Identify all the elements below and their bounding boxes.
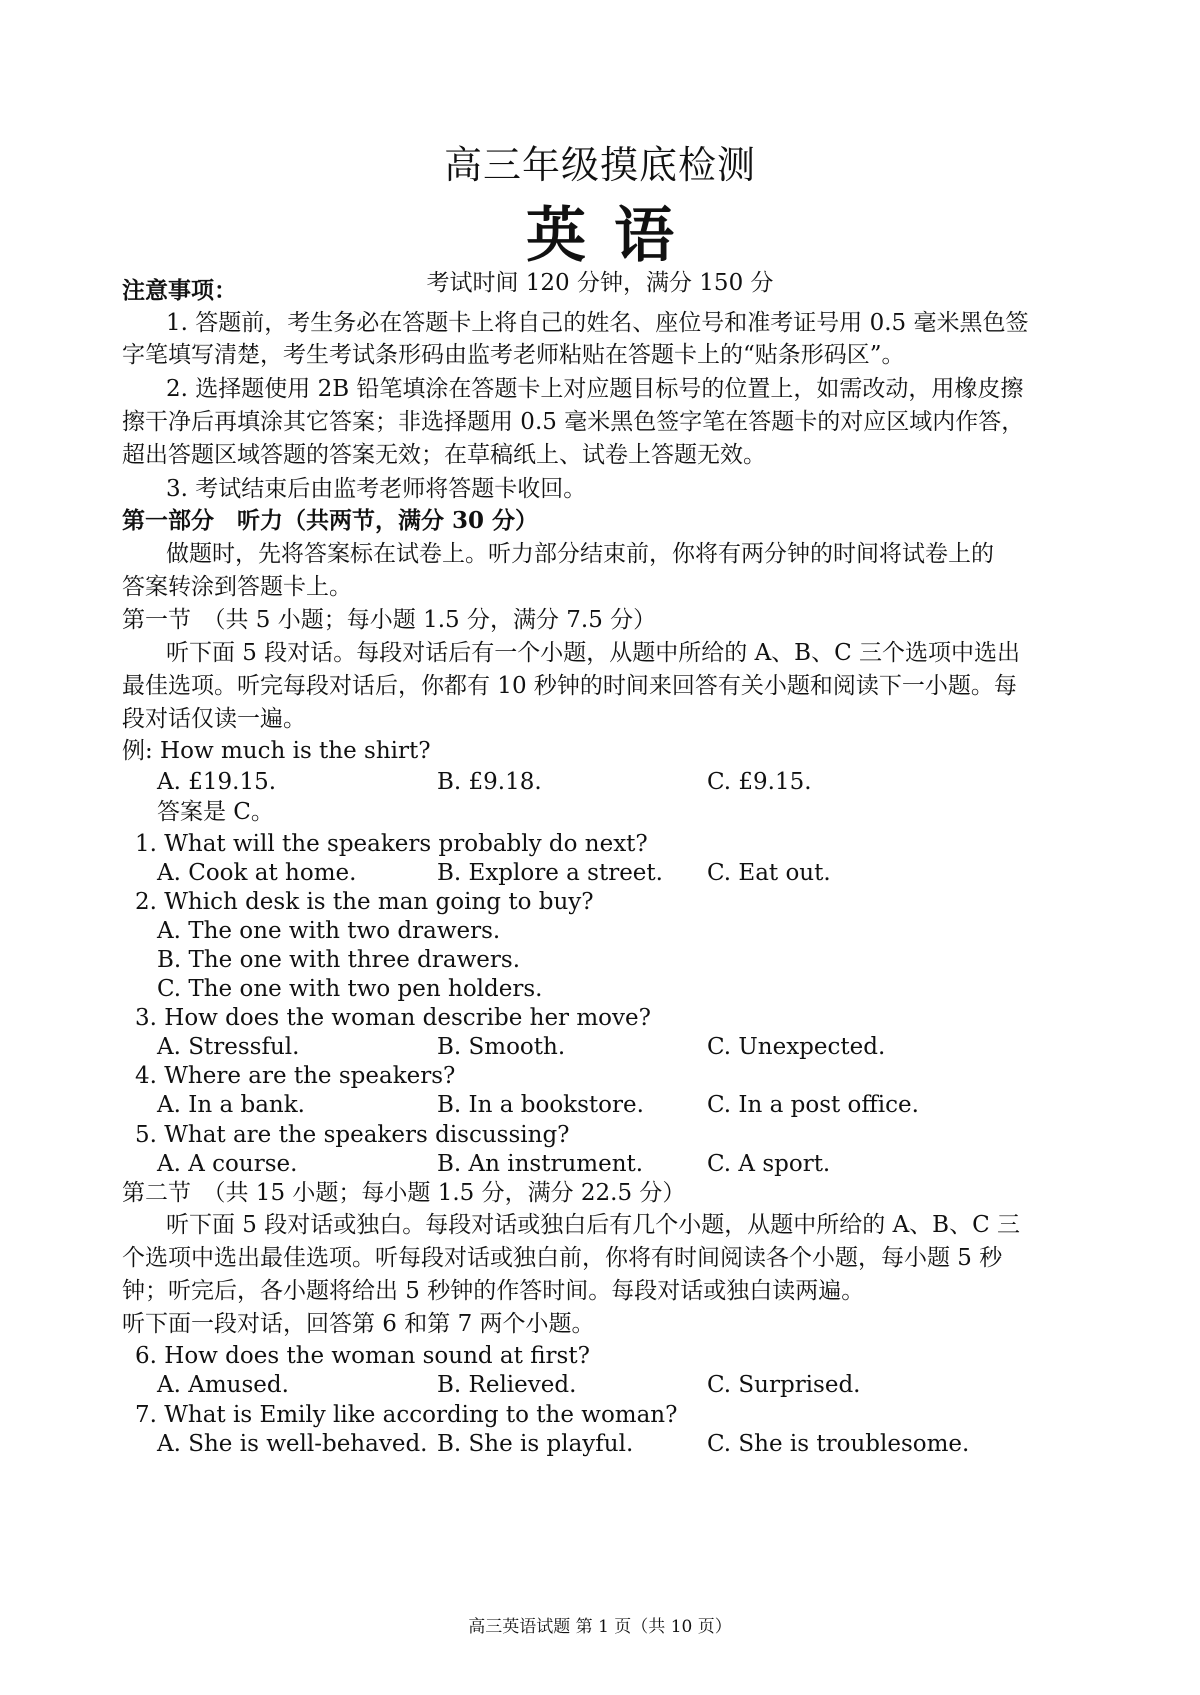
q4-option-a: A. In a bank. <box>157 1092 305 1118</box>
page-footer: 高三英语试题 第 1 页（共 10 页） <box>468 1617 732 1637</box>
q6-option-c: C. Surprised. <box>707 1372 861 1398</box>
q6-option-b: B. Relieved. <box>437 1372 577 1398</box>
subject-title: 英语 <box>526 201 702 271</box>
example-option-b: B. £9.18. <box>437 769 542 795</box>
q3-option-a: A. Stressful. <box>157 1034 300 1060</box>
section1-intro-line: 最佳选项。听完每段对话后，你都有 10 秒钟的时间来回答有关小题和阅读下一小题。每 <box>122 673 1017 699</box>
exam-time-info: 考试时间 120 分钟，满分 150 分 <box>426 270 774 296</box>
question-1: 1. What will the speakers probably do next? <box>135 831 648 857</box>
example-answer: 答案是 C。 <box>157 799 274 825</box>
notice-line: 擦干净后再填涂其它答案；非选择题用 0.5 毫米黑色签字笔在答题卡的对应区域内作答， <box>122 409 1025 435</box>
notice-line: 1. 答题前，考生务必在答题卡上将自己的姓名、座位号和准考证号用 0.5 毫米黑色签 <box>166 310 1029 336</box>
part1-intro-line: 做题时，先将答案标在试卷上。听力部分结束前，你将有两分钟的时间将试卷上的 <box>166 541 994 567</box>
section2-intro-line: 个选项中选出最佳选项。听每段对话或独白前，你将有时间阅读各个小题，每小题 5 秒 <box>122 1245 1003 1271</box>
q1-option-a: A. Cook at home. <box>157 860 357 886</box>
q3-option-b: B. Smooth. <box>437 1034 566 1060</box>
question-7: 7. What is Emily like according to the woman? <box>135 1402 678 1428</box>
question-5: 5. What are the speakers discussing? <box>135 1122 570 1148</box>
notice-line: 3. 考试结束后由监考老师将答题卡收回。 <box>166 476 587 502</box>
q5-option-b: B. An instrument. <box>437 1151 644 1177</box>
section1-heading: 第一节 （共 5 小题；每小题 1.5 分，满分 7.5 分） <box>122 607 657 633</box>
dialog-intro: 听下面一段对话，回答第 6 和第 7 两个小题。 <box>122 1311 595 1337</box>
notice-line: 超出答题区域答题的答案无效；在草稿纸上、试卷上答题无效。 <box>122 442 766 468</box>
notice-line: 2. 选择题使用 2B 铅笔填涂在答题卡上对应题目标号的位置上，如需改动，用橡皮擦 <box>166 376 1024 402</box>
question-3: 3. How does the woman describe her move? <box>135 1005 651 1031</box>
q1-option-c: C. Eat out. <box>707 860 831 886</box>
question-6: 6. How does the woman sound at first? <box>135 1343 590 1369</box>
question-2: 2. Which desk is the man going to buy? <box>135 889 594 915</box>
q2-option-b: B. The one with three drawers. <box>157 947 521 973</box>
q2-option-a: A. The one with two drawers. <box>157 918 501 944</box>
q3-option-c: C. Unexpected. <box>707 1034 886 1060</box>
section1-intro-line: 听下面 5 段对话。每段对话后有一个小题，从题中所给的 A、B、C 三个选项中选出 <box>166 640 1020 666</box>
q4-option-c: C. In a post office. <box>707 1092 919 1118</box>
q7-option-a: A. She is well-behaved. <box>157 1431 428 1457</box>
example-option-c: C. £9.15. <box>707 769 812 795</box>
example-option-a: A. £19.15. <box>157 769 277 795</box>
notice-heading: 注意事项： <box>122 277 237 304</box>
q1-option-b: B. Explore a street. <box>437 860 663 886</box>
notice-line: 字笔填写清楚，考生考试条形码由监考老师粘贴在答题卡上的“贴条形码区”。 <box>122 342 905 368</box>
q7-option-c: C. She is troublesome. <box>707 1431 970 1457</box>
section2-intro-line: 听下面 5 段对话或独白。每段对话或独白后有几个小题，从题中所给的 A、B、C 三 <box>166 1212 1020 1238</box>
example-question: 例: How much is the shirt? <box>122 738 431 764</box>
part1-heading: 第一部分 听力（共两节，满分 30 分） <box>122 507 539 534</box>
q7-option-b: B. She is playful. <box>437 1431 634 1457</box>
section2-heading: 第二节 （共 15 小题；每小题 1.5 分，满分 22.5 分） <box>122 1180 686 1206</box>
section2-intro-line: 钟；听完后，各小题将给出 5 秒钟的作答时间。每段对话或独白读两遍。 <box>122 1278 865 1304</box>
section1-intro-line: 段对话仅读一遍。 <box>122 706 306 732</box>
q5-option-c: C. A sport. <box>707 1151 831 1177</box>
question-4: 4. Where are the speakers? <box>135 1063 456 1089</box>
exam-title: 高三年级摸底检测 <box>443 143 756 187</box>
q6-option-a: A. Amused. <box>157 1372 289 1398</box>
q5-option-a: A. A course. <box>157 1151 298 1177</box>
part1-intro-line: 答案转涂到答题卡上。 <box>122 574 352 600</box>
q2-option-c: C. The one with two pen holders. <box>157 976 543 1002</box>
q4-option-b: B. In a bookstore. <box>437 1092 644 1118</box>
